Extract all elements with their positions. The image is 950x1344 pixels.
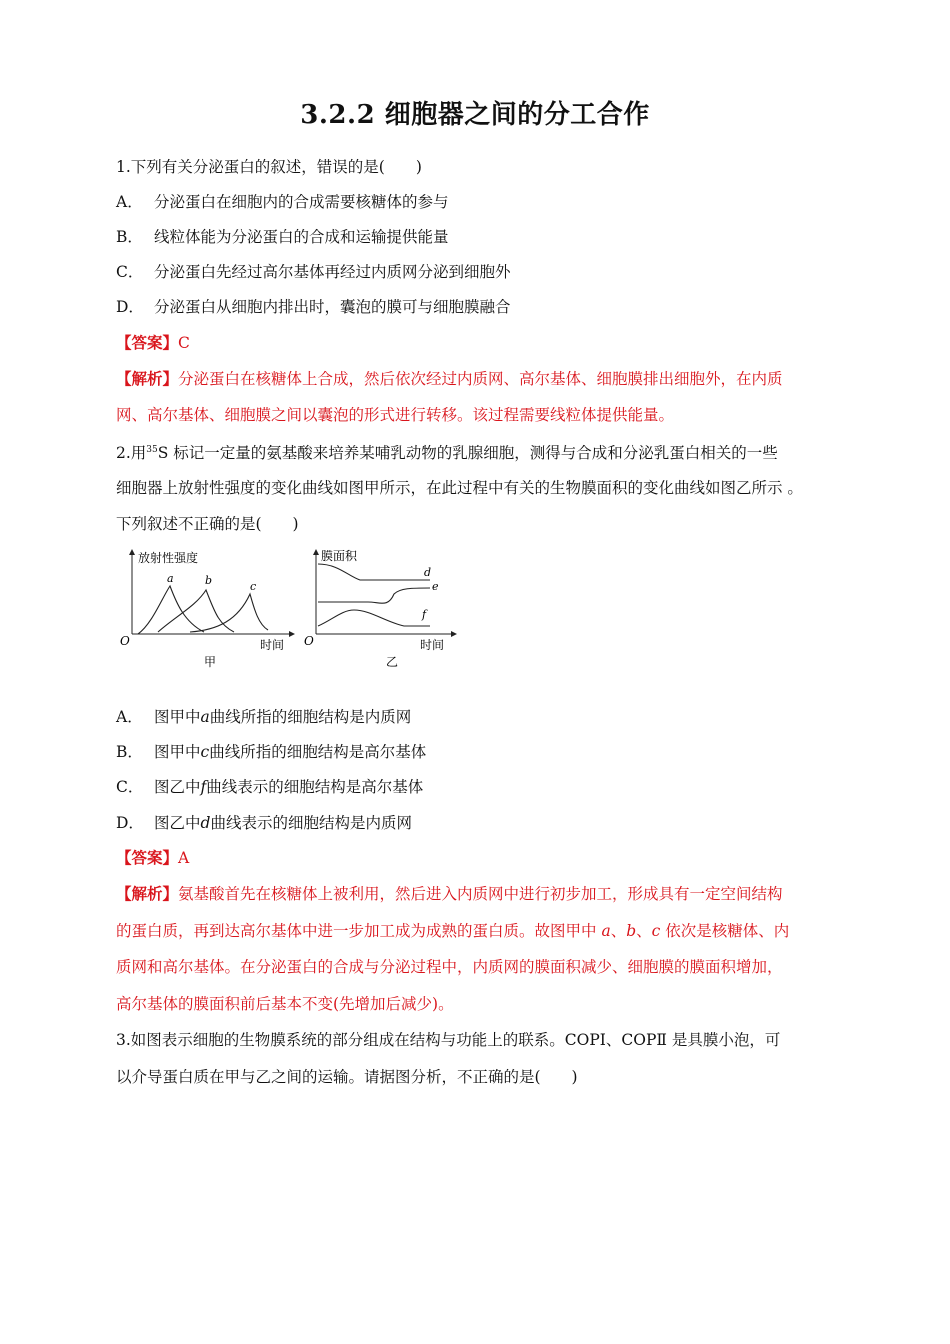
q3-stem-line1: 3.如图表示细胞的生物膜系统的部分组成在结构与功能上的联系。COPⅠ、COPⅡ 是具膜小泡，可 [116,1031,781,1049]
option-text: 分泌蛋白从细胞内排出时，囊泡的膜可与细胞膜融合 [154,298,511,316]
analysis-var: c [651,922,661,940]
x-axis-label: 时间 [420,638,445,652]
q2-option-c [116,777,423,797]
page-title: 3.2.2 细胞器之间的分工合作 [300,100,650,130]
q3-stem-line2: 以介导蛋白质在甲与乙之间的运输。请据图分析，不正确的是( ) [116,1068,578,1086]
q2-stem-line2: 细胞器上放射性强度的变化曲线如图甲所示，在此过程中有关的生物膜面积的变化曲线如图乙所示 。 [116,479,803,497]
option-letter: A． [116,193,143,211]
option-pre: 图乙中 [154,814,201,832]
q1-stem: 1.下列有关分泌蛋白的叙述，错误的是( ) [116,158,422,176]
answer-label: 【答案】 [116,333,179,352]
answer-value: A [178,849,190,867]
curve-label-f: f [422,608,427,621]
option-var: c [200,743,210,761]
analysis-text: 的蛋白质，再到达高尔基体中进一步加工成为成熟的蛋白质。故图甲中 [116,922,602,940]
q1-answer [116,333,190,353]
isotope-mass: 35 [146,445,158,455]
option-text: 线粒体能为分泌蛋白的合成和运输提供能量 [154,228,449,246]
origin-label: O [120,634,130,648]
q2-figure [118,546,458,674]
option-var: a [200,708,210,726]
curve-label-c: c [250,580,257,593]
analysis-label: 【解析】 [116,884,179,903]
analysis-var: b [626,922,637,940]
analysis-var: a [601,922,611,940]
option-letter: C． [116,778,144,796]
curve-e [318,588,430,603]
x-axis-label: 时间 [260,638,285,652]
q2-stem-line3: 下列叙述不正确的是( ) [116,515,299,533]
analysis-sep: 、 [610,922,627,940]
option-post: 曲线所指的细胞结构是高尔基体 [209,743,427,761]
q1-option-a [116,192,449,212]
q1-option-c [116,262,511,282]
stem-prefix: 2.用 [116,444,147,462]
analysis-text: 依次是核糖体、内 [660,922,790,940]
y-axis-label: 膜面积 [321,549,358,563]
option-letter: B． [116,743,143,761]
option-var: d [200,814,211,832]
option-pre: 图甲中 [154,743,201,761]
option-var: f [200,778,207,796]
option-letter: C． [116,263,144,281]
analysis-sep: 、 [636,922,652,940]
q2-analysis-line4: 高尔基体的膜面积前后基本不变(先增加后减少)。 [116,995,454,1013]
q2-answer [116,848,189,868]
option-pre: 图乙中 [154,778,201,796]
answer-label: 【答案】 [116,848,179,867]
q1-option-d [116,297,511,317]
analysis-text: 分泌蛋白在核糖体上合成，然后依次经过内质网、高尔基体、细胞膜排出细胞外，在内质 [178,370,783,388]
option-letter: B． [116,228,143,246]
option-post: 曲线表示的细胞结构是内质网 [210,814,412,832]
option-pre: 图甲中 [154,708,201,726]
figure-caption: 甲 [204,655,217,669]
curve-label-d: d [424,566,432,579]
curve-label-b: b [205,574,213,587]
curve-f [318,610,430,626]
option-post: 曲线表示的细胞结构是高尔基体 [206,778,424,796]
graph-jia [120,550,294,669]
q2-analysis-line1 [116,884,783,904]
q2-option-b [116,742,426,762]
option-post: 曲线所指的细胞结构是内质网 [209,708,412,726]
option-letter: A． [116,708,143,726]
curve-label-a: a [167,572,174,585]
q1-option-b [116,227,449,247]
graph-yi [304,549,456,669]
answer-value: C [178,334,190,352]
stem-text: S 标记一定量的氨基酸来培养某哺乳动物的乳腺细胞，测得与合成和分泌乳蛋白相关的一些 [157,444,778,462]
analysis-label: 【解析】 [116,369,179,388]
q2-analysis-line3: 质网和高尔基体。在分泌蛋白的合成与分泌过程中，内质网的膜面积减少、细胞膜的膜面积增加， [116,958,783,976]
curve-b [158,590,234,632]
curve-a [138,586,204,634]
q1-analysis-line1 [116,369,783,389]
option-text: 分泌蛋白在细胞内的合成需要核糖体的参与 [154,193,449,211]
q1-analysis-line2: 网、高尔基体、细胞膜之间以囊泡的形式进行转移。该过程需要线粒体提供能量。 [116,406,675,424]
option-letter: D． [116,814,144,832]
origin-label: O [304,634,314,648]
curve-d [318,564,430,580]
option-letter: D． [116,298,144,316]
q2-analysis-line2 [116,921,789,941]
figure-caption: 乙 [386,655,399,669]
q2-stem-line1 [116,440,778,463]
curve-c [190,594,268,632]
curve-label-e: e [432,580,439,593]
q2-option-d [116,813,412,833]
analysis-text: 氨基酸首先在核糖体上被利用，然后进入内质网中进行初步加工，形成具有一定空间结构 [178,885,783,903]
y-axis-label: 放射性强度 [138,551,199,565]
q2-option-a [116,707,411,727]
option-text: 分泌蛋白先经过高尔基体再经过内质网分泌到细胞外 [154,263,511,281]
